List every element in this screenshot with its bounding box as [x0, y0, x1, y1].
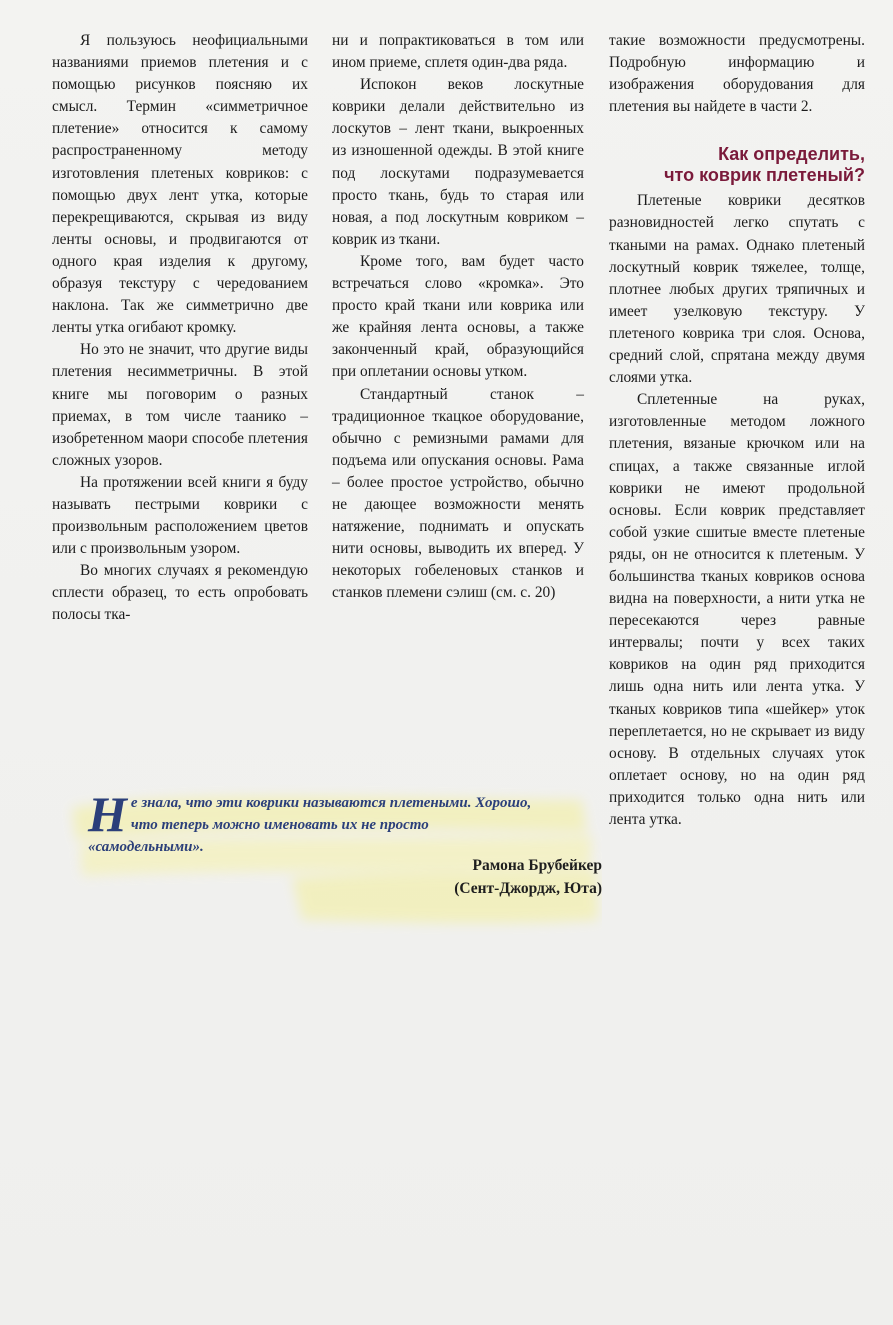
paragraph: Стандартный станок – традиционное ткацкое оборудование, обычно с ремизными рамами для подъема или опускания основы. Рама – более простое устройство, обычно не дающее возможности менять натяжение, поднимать и опускать нити основы, выводить их вперед. У некоторых гобеленовых станков и станков племени сэлиш (см. с. 20) [332, 385, 584, 602]
quote-drop-cap: Н [88, 786, 127, 842]
text-column-1 [52, 30, 308, 627]
section-heading-line: что коврик плетеный? [664, 165, 865, 186]
section-heading [609, 144, 865, 186]
paragraph: Я пользуюсь неофициальными названиями приемов плетения и с помощью рисунков поясняю их смысл. Термин «симметричное плетение» относится к самому распространенному методу изготовления плетеных ковриков: с помощью двух лент утка, которые перекрещиваются, скрывая из виду ленты основы, и продвигаются от одного края изделия к другому, образуя текстуру с чередованием наклона. Так же симметрично две ленты утка огибают кромку. [52, 32, 308, 337]
quote-author [454, 854, 602, 900]
paragraph: Во многих случаях я рекомендую сплести образец, то есть опробовать полосы тка- [52, 562, 308, 624]
author-name: Рамона Брубейкер [472, 857, 602, 874]
author-place: (Сент-Джордж, Юта) [454, 880, 602, 897]
paragraph: Сплетенные на руках, изготовленные методом ложного плетения, вязаные крючком или на спицах, а также связанные иглой коврики не имеют продольной основы. Если коврик представляет собой узкие сшитые вместе плетеные ряды, он не относится к плетеным. У большинства тканых ковриков основа видна на поверхности, а нити утка не пересекаются через равные интервалы; почти у всех таких ковриков на один ряд приходится лишь одна нить или лента утка. У тканых ковриков типа «шейкер» уток переплетается, но не скрывает из виду основу. В отдельных случаях уток оплетает основу, но на один ряд приходится только одна нить или лента утка. [609, 391, 865, 828]
text-column-3 [609, 30, 865, 831]
paragraph: Кроме того, вам будет часто встречаться слово «кромка». Это просто край ткани или коврика или же крайняя лента основы, а также законченный край, образующийся при оплетании основы утком. [332, 252, 584, 381]
paragraph: Но это не значит, что другие виды плетения несимметричны. В этой книге мы поговорим о разных приемах, в том числе таанико – изобретенном маори способе плетения сложных узоров. [52, 341, 308, 469]
reader-quote-box [62, 770, 602, 940]
paragraph: ни и попрактиковаться в том или ином приеме, сплетя один-два ряда. [332, 32, 584, 72]
section-heading-line: Как определить, [718, 144, 865, 165]
paragraph: Испокон веков лоскутные коврики делали действительно из лоскутов – лент ткани, выкроенных из изношенной одежды. В этой книге под лоскутами подразумевается просто ткань, будь то старая или новая, а под лоскутным ковриком – коврик из ткани. [332, 76, 584, 248]
quote-text: е знала, что эти коврики называются плетеными. Хорошо, что теперь можно именовать их не просто «самодельными». [88, 795, 532, 855]
quote-text-block [88, 786, 540, 858]
paragraph: Плетеные коврики десятков разновидностей легко спутать с ткаными на рамах. Однако плетеный лоскутный коврик тяжелее, толще, плотнее любых других тряпичных и имеет узелковую текстуру. У плетеного коврика три слоя. Основа, средний слой, спрятана между двумя слоями утка. [609, 192, 865, 387]
paragraph: На протяжении всей книги я буду называть пестрыми коврики с произвольным расположением цветов или с произвольным узором. [52, 473, 308, 558]
text-column-2 [332, 30, 584, 604]
paragraph: такие возможности предусмотрены. Подробную информацию и изображения оборудования для плетения вы найдете в части 2. [609, 32, 865, 116]
